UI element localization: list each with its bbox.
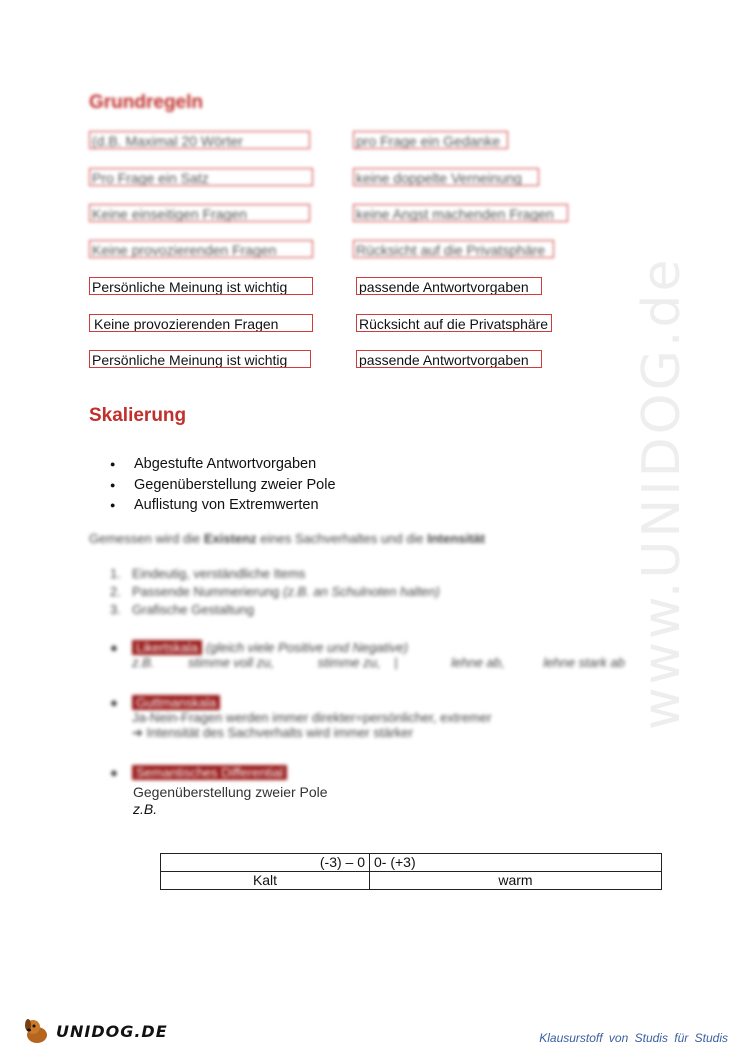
rule-box: Rücksicht auf die Privatsphäre — [356, 314, 552, 332]
rule-box: passende Antwortvorgaben — [356, 277, 542, 295]
measured-sentence: Gemessen wird die Existenz eines Sachverhaltes und die Intensität — [89, 531, 485, 546]
list-item: 2. Passende Nummerierung (z.B. an Schulnoten halten) — [110, 584, 440, 599]
list-item: ● Auflistung von Extremwerten — [110, 495, 336, 516]
list-item: ● Abgestufte Antwortvorgaben — [110, 454, 336, 475]
table-cell: 0- (+3) — [370, 854, 662, 872]
dog-icon — [22, 1016, 52, 1046]
rule-box: (d.B. Maximal 20 Wörter — [89, 131, 310, 149]
semantic-line: Gegenüberstellung zweier Pole — [133, 784, 328, 800]
footer-text: Klausurstoff von Studis für Studis — [539, 1031, 728, 1045]
rule-box: Keine provozierenden Fragen — [89, 314, 313, 332]
unidog-logo — [22, 1016, 168, 1046]
section-title-grundregeln: Grundregeln — [89, 92, 204, 113]
section-title-skalierung: Skalierung — [89, 405, 187, 426]
semantic-zb: z.B. — [133, 801, 158, 817]
guttman-item: ● Guttmanskala Ja-Nein-Fragen werden immer direkter=persönlicher, extremer ➔ Intensität des Sachverhalts wird immer stärker — [110, 695, 492, 740]
watermark: www.UNIDOG.de — [632, 256, 692, 730]
logo-text: UNIDOG.DE — [56, 1021, 168, 1041]
numbered-list — [110, 565, 440, 619]
likert-item: ● Likertskala (gleich viele Positive und Negative) z.B. stimme voll zu, stimme zu, | lehne ab, lehne stark ab — [110, 640, 625, 670]
rule-box: Pro Frage ein Satz — [89, 168, 313, 186]
list-item: 3. Grafische Gestaltung — [110, 602, 255, 617]
table-row — [161, 854, 662, 872]
table-row — [161, 872, 662, 890]
table-cell: Kalt — [161, 872, 370, 890]
list-item: 1. Eindeutig, verständliche Items — [110, 566, 306, 581]
rule-box: Persönliche Meinung ist wichtig — [89, 350, 311, 368]
semantic-item: ● Semantisches Differential — [110, 765, 287, 780]
skalierung-bullet-list — [110, 454, 336, 516]
semantic-table — [160, 853, 662, 890]
rule-box: pro Frage ein Gedanke — [353, 131, 508, 149]
rule-box: Persönliche Meinung ist wichtig — [89, 277, 313, 295]
rule-box: Keine provozierenden Fragen — [89, 240, 313, 258]
rule-box: passende Antwortvorgaben — [356, 350, 542, 368]
table-cell: warm — [370, 872, 662, 890]
rule-box: Rücksicht auf die Privatsphäre — [353, 240, 554, 258]
list-item: ● Gegenüberstellung zweier Pole — [110, 475, 336, 496]
rule-box: keine doppelte Verneinung — [353, 168, 539, 186]
rule-box: keine Angst machenden Fragen — [353, 204, 568, 222]
rule-box: Keine einseitigen Fragen — [89, 204, 310, 222]
table-cell: (-3) – 0 — [161, 854, 370, 872]
